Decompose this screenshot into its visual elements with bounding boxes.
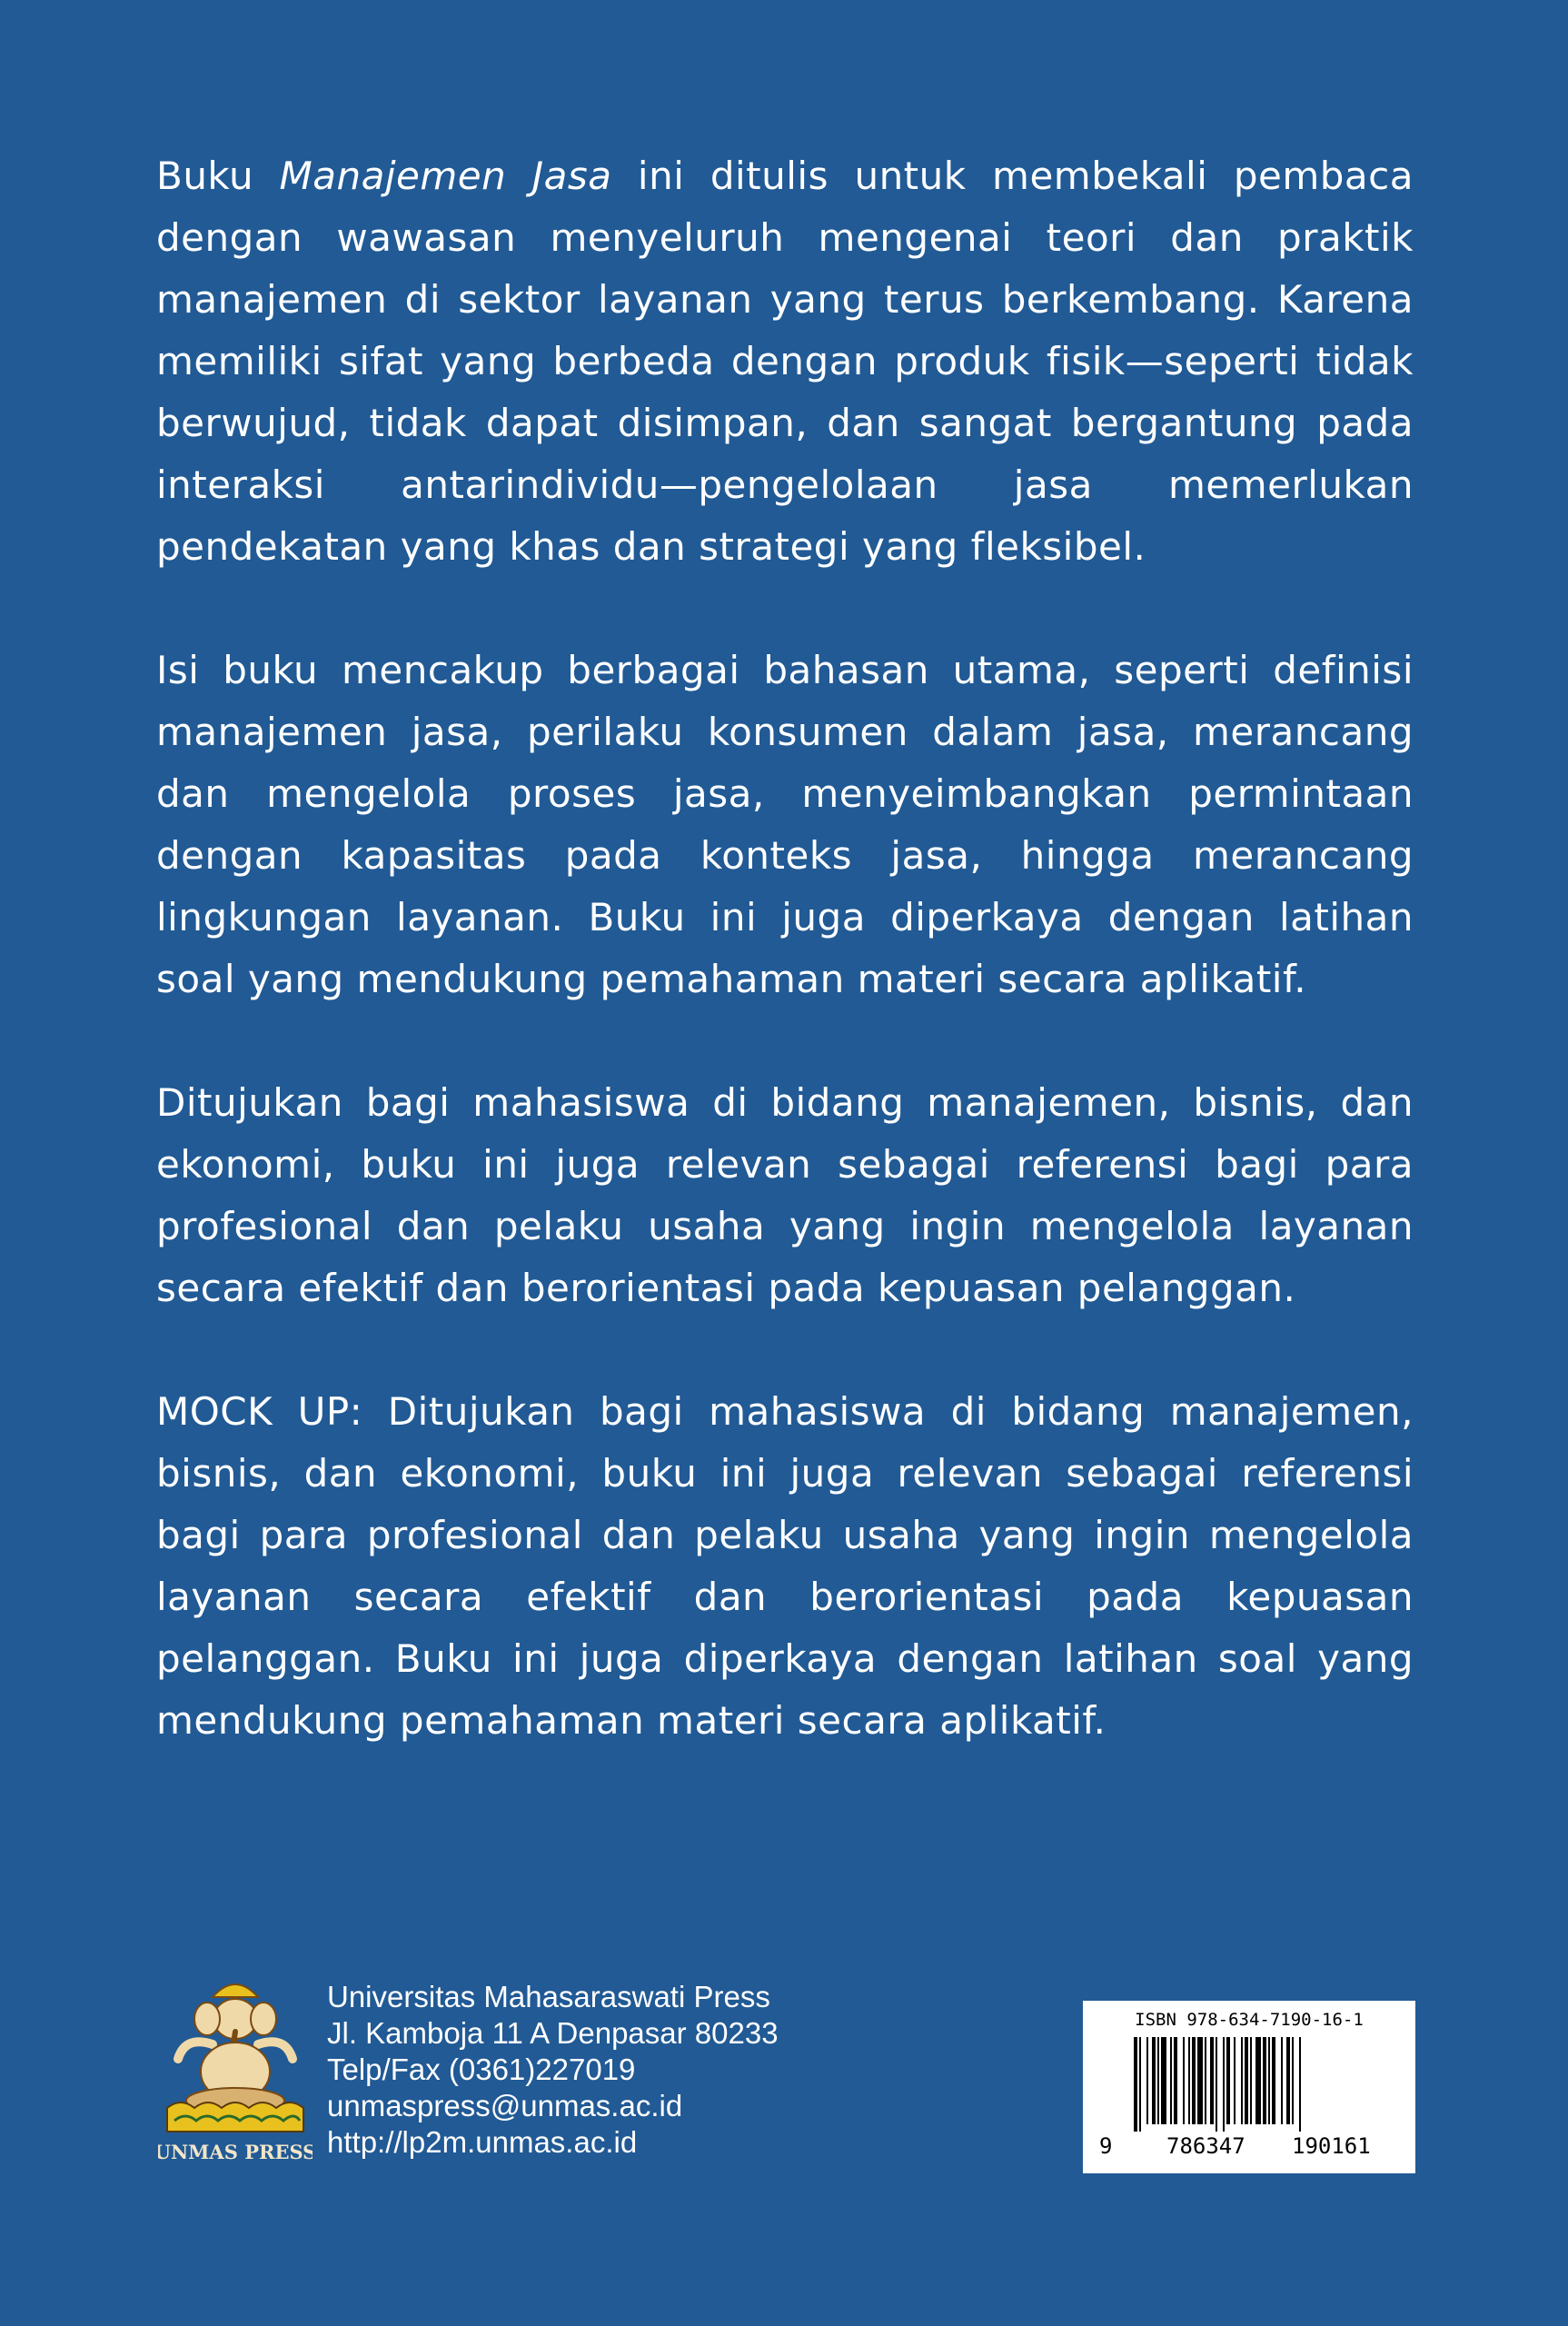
blurb-paragraph-3: Ditujukan bagi mahasiswa di bidang manajemen, bisnis, dan ekonomi, buku ini juga relevan sebagai referensi bagi para profesional dan pelaku usaha yang ingin mengelola layanan secara efektif dan berorientasi pada kepuasan pelanggan. (156, 1080, 1414, 1310)
barcode-bar (1241, 2037, 1243, 2124)
barcode-digit-first: 9 (1099, 2133, 1113, 2159)
barcode-bar (1134, 2037, 1137, 2132)
isbn-number: ISBN 978-634-7190-16-1 (1135, 2010, 1364, 2030)
barcode-bar (1263, 2037, 1266, 2124)
barcode-bar (1272, 2037, 1275, 2124)
blurb-intro-rest: ini ditulis untuk membekali pembaca dengan wawasan menyeluruh mengenai teori dan praktik manajemen di sektor layanan yang terus berkembang. Karena memiliki sifat yang berbeda dengan produk fisik—seperti tidak berwujud, tidak dapat disimpan, dan sangat bergantung pada interaksi antarindividu—pengelolaan jasa memerlukan pendekatan yang khas dan strategi yang fleksibel. (156, 154, 1414, 569)
barcode-digits-right: 190161 (1292, 2133, 1371, 2159)
publisher-email: unmaspress@unmas.ac.id (327, 2089, 683, 2122)
publisher-address: Jl. Kamboja 11 A Denpasar 80233 (327, 2016, 779, 2050)
ganesha-emblem-icon (158, 1972, 313, 2170)
barcode-bar (1188, 2037, 1190, 2124)
barcode-bar (1170, 2037, 1172, 2124)
barcode-bar (1161, 2037, 1166, 2124)
barcode-bar (1183, 2037, 1185, 2124)
barcode-bar (1152, 2037, 1156, 2124)
barcode-bar (1226, 2037, 1230, 2124)
blurb-paragraph-4: MOCK UP: Ditujukan bagi mahasiswa di bidang manajemen, bisnis, dan ekonomi, buku ini juga relevan sebagai referensi bagi para profesional dan pelaku usaha yang ingin mengelola layanan secara efektif dan berorientasi pada kepuasan pelanggan. Buku ini juga diperkaya dengan latihan soal yang mendukung pemahaman materi secara aplikatif. (156, 1389, 1414, 1743)
barcode-bar (1223, 2037, 1225, 2132)
logo-label: UNMAS PRESS (158, 2141, 313, 2163)
barcode-digits-left: 786347 (1166, 2133, 1245, 2159)
barcode-bar (1139, 2037, 1141, 2132)
barcode-bar (1210, 2037, 1214, 2124)
barcode-bar (1281, 2037, 1283, 2124)
barcode-bar (1292, 2037, 1294, 2124)
publisher-logo (158, 1972, 313, 2170)
barcode-bar (1245, 2037, 1248, 2124)
barcode-bar (1192, 2037, 1196, 2124)
barcode-bars (1134, 2037, 1370, 2132)
blurb-intro: Buku (156, 154, 280, 198)
barcode-bar (1197, 2037, 1203, 2124)
blurb-text (156, 145, 1414, 1814)
barcode-bar (1250, 2037, 1252, 2124)
barcode-bar (1268, 2037, 1270, 2124)
barcode-bar (1234, 2037, 1236, 2124)
barcode-bar (1255, 2037, 1261, 2124)
barcode-bar (1157, 2037, 1159, 2124)
publisher-name: Universitas Mahasaraswati Press (327, 1980, 770, 2013)
barcode-bar (1216, 2037, 1217, 2132)
barcode-bar (1205, 2037, 1206, 2124)
isbn-barcode (1083, 2001, 1415, 2173)
blurb-paragraph-1 (156, 145, 1414, 578)
barcode-bar (1286, 2037, 1290, 2124)
publisher-info (327, 1979, 779, 2161)
book-title: Manajemen Jasa (279, 154, 612, 198)
barcode-bar (1299, 2037, 1301, 2132)
publisher-phone: Telp/Fax (0361)227019 (327, 2053, 636, 2086)
barcode-bar (1146, 2037, 1148, 2124)
publisher-website: http://lp2m.unmas.ac.id (327, 2125, 638, 2159)
blurb-paragraph-2: Isi buku mencakup berbagai bahasan utama, seperti definisi manajemen jasa, perilaku konsumen dalam jasa, merancang dan mengelola proses jasa, menyeimbangkan permintaan dengan kapasitas pada konteks jasa, hingga merancang lingkungan layanan. Buku ini juga diperkaya dengan latihan soal yang mendukung pemahaman materi secara aplikatif. (156, 648, 1414, 1001)
barcode-bar (1174, 2037, 1177, 2124)
